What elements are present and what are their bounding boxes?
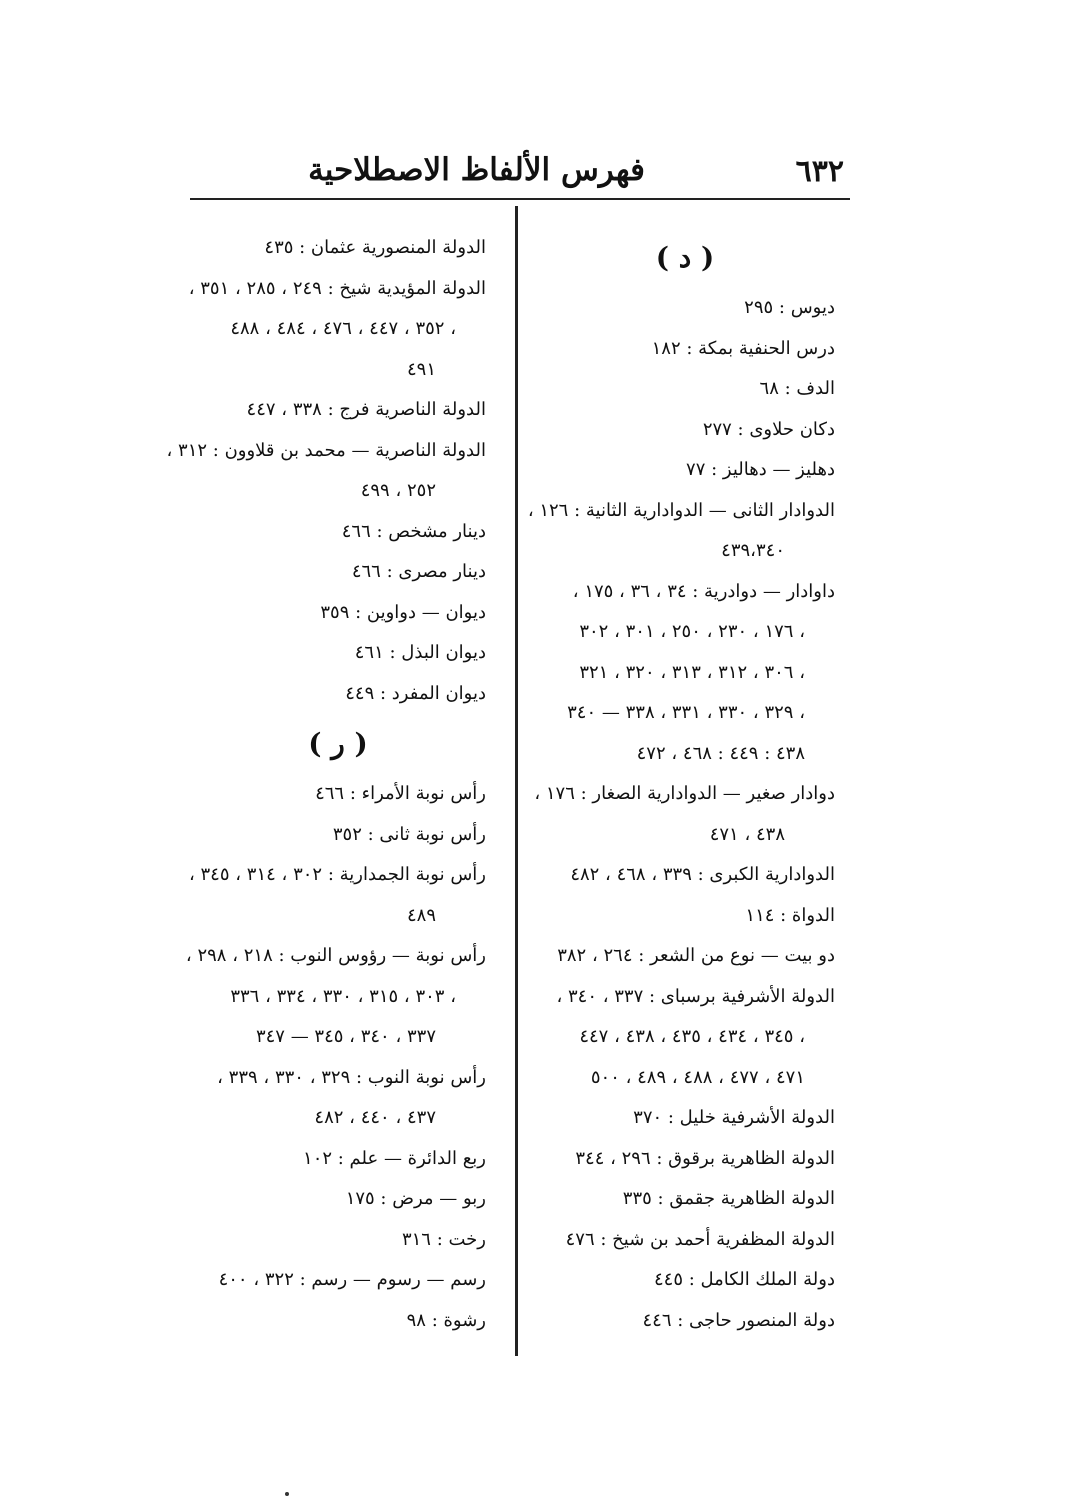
index-column-left: [166, 228, 486, 1341]
index-entry-continuation: ٢٥٢ ، ٤٩٩: [360, 480, 436, 501]
index-entry: ربع الدائرة — علم : ١٠٢: [303, 1147, 486, 1169]
index-entry: الدوادار الثانى — الدوادارية الثانية : ١٢٦ ،: [527, 499, 835, 521]
index-entry-continuation: ٤٣٨ : ٤٤٩ : ٤٦٨ ، ٤٧٢: [636, 742, 805, 764]
index-entry: الدولة المؤيدية شيخ : ٢٤٩ ، ٢٨٥ ، ٣٥١ ،: [188, 277, 486, 299]
index-entry-continuation: ٣٤٥ ، ٤٣٤ ، ٤٣٥ ، ٤٣٨ ، ٤٤٧ ،: [579, 1026, 805, 1047]
page-title: فهرس الألفاظ الاصطلاحية: [308, 152, 645, 188]
page-header: [190, 146, 850, 200]
column-divider: [515, 206, 518, 1356]
index-entry: الدوادارية الكبرى : ٣٣٩ ، ٤٦٨ ، ٤٨٢: [570, 864, 835, 885]
index-entry: ديوان البذل : ٤٦١: [354, 642, 486, 663]
index-entry: رسم — رسوم — رسم : ٣٢٢ ، ٤٠٠: [218, 1269, 486, 1290]
index-entry: الدولة الناصرية فرج : ٣٣٨ ، ٤٤٧: [246, 399, 486, 420]
index-entry: دينار مشخص : ٤٦٦: [341, 520, 486, 542]
scan-speck: [285, 1492, 289, 1496]
index-entry: رخت : ٣١٦: [401, 1228, 486, 1250]
index-entry-continuation: ١٧٦ ، ٢٣٠ ، ٢٥٠ ، ٣٠١ ، ٣٠٢ ،: [579, 621, 805, 642]
index-entry: الدف : ٦٨: [759, 378, 835, 399]
index-entry: الدولة الظاهرية جقمق : ٣٣٥: [622, 1188, 835, 1209]
index-entry: الدواة : ١١٤: [745, 904, 835, 926]
index-entry: درس الحنفية بمكة : ١٨٢: [651, 337, 835, 359]
index-entry: الدولة المنصورية عثمان : ٤٣٥: [264, 237, 486, 258]
index-entry: ديوس : ٢٩٥: [744, 297, 835, 318]
index-entry-continuation: ٤٩١: [406, 358, 436, 380]
index-entry: داوادار — دوادرية : ٣٤ ، ٣٦ ، ١٧٥ ،: [572, 580, 835, 602]
section-heading-ra: ( ر ): [308, 727, 368, 760]
section-heading-dal: ( د ): [655, 241, 715, 274]
index-entry-continuation: ٣٣٧ ، ٣٤٠ ، ٣٤٥ — ٣٤٧: [255, 1026, 436, 1047]
index-entry-continuation: ٤٣٩،٣٤٠: [721, 540, 785, 561]
index-entry-continuation: ٤٣٨ ، ٤٧١: [709, 823, 785, 845]
index-entry-continuation: ٤٨٩: [406, 904, 436, 926]
index-entry: الدولة الأشرفية خليل : ٣٧٠: [633, 1107, 835, 1128]
index-entry: دينار مصرى : ٤٦٦: [351, 561, 486, 582]
index-entry-continuation: ٣٢٩ ، ٣٣٠ ، ٣٣١ ، ٣٣٨ — ٣٤٠ ،: [567, 702, 805, 723]
index-entry: ديوان — دواوين : ٣٥٩: [320, 601, 486, 623]
page-number: ٦٣٢: [795, 154, 844, 189]
index-entry: رشوة : ٩٨: [406, 1309, 486, 1331]
index-entry: دهليز — دهاليز : ٧٧: [686, 459, 835, 480]
index-entry-continuation: ٤٣٧ ، ٤٤٠ ، ٤٨٢: [314, 1107, 436, 1128]
index-entry: الدولة الناصرية — محمد بن قلاوون : ٣١٢ ،: [166, 439, 486, 461]
index-entry-continuation: ٣٥٢ ، ٤٤٧ ، ٤٧٦ ، ٤٨٤ ، ٤٨٨ ،: [230, 318, 456, 339]
index-entry-continuation: ٣٠٦ ، ٣١٢ ، ٣١٣ ، ٣٢٠ ، ٣٢١ ،: [579, 661, 805, 683]
index-column-right: [527, 228, 835, 1341]
index-entry: رأس نوبة النوب : ٣٢٩ ، ٣٣٠ ، ٣٣٩ ،: [217, 1066, 486, 1088]
index-entry: دوادار صغير — الدوادارية الصغار : ١٧٦ ،: [534, 783, 835, 804]
index-entry: دولة الملك الكامل : ٤٤٥: [653, 1269, 835, 1290]
index-entry: دولة المنصور حاجى : ٤٤٦: [642, 1309, 835, 1331]
index-entry: ربو — مرض : ١٧٥: [345, 1188, 486, 1209]
index-entry: دو بيت — نوع من الشعر : ٢٦٤ ، ٣٨٢: [557, 945, 835, 966]
index-entry: ديوان المفرد : ٤٤٩: [345, 682, 486, 704]
index-entry: الدولة المظفرية أحمد بن شيخ : ٤٧٦: [565, 1228, 835, 1250]
index-entry: رأس نوبة — رؤوس النوب : ٢١٨ ، ٢٩٨ ،: [185, 945, 486, 966]
index-entry: رأس نوبة الأمراء : ٤٦٦: [315, 783, 486, 804]
index-entry-continuation: ٤٧١ ، ٤٧٧ ، ٤٨٨ ، ٤٨٩ ، ٥٠٠: [590, 1066, 805, 1088]
index-entry: رأس نوبة ثانى : ٣٥٢: [332, 823, 486, 845]
index-entry: دكان حلاوى : ٢٧٧: [702, 418, 835, 440]
index-entry: رأس نوبة الجمدارية : ٣٠٢ ، ٣١٤ ، ٣٤٥ ،: [188, 864, 486, 885]
index-entry-continuation: ٣٠٣ ، ٣١٥ ، ٣٣٠ ، ٣٣٤ ، ٣٣٦ ،: [230, 985, 456, 1007]
index-entry: الدولة الظاهرية برقوق : ٢٩٦ ، ٣٤٤: [575, 1147, 835, 1169]
index-entry: الدولة الأشرفية برسباى : ٣٣٧ ، ٣٤٠ ،: [556, 985, 835, 1007]
